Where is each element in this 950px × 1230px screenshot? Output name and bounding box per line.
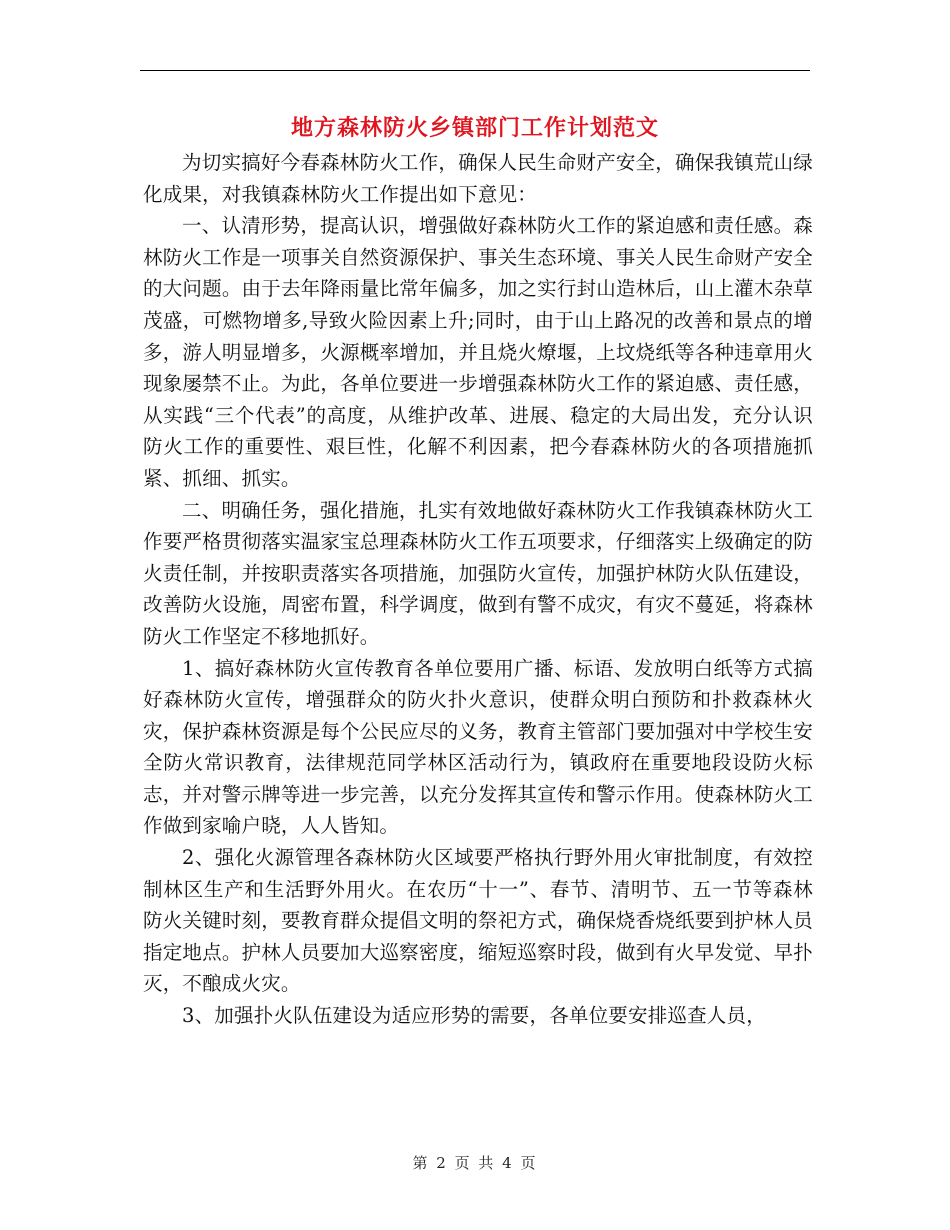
paragraph-section-1: 一、认清形势，提高认识，增强做好森林防火工作的紧迫感和责任感。森林防火工作是一项事关自然资源保护、事关生态环境、事关人民生命财产安全的大问题。由于去年降雨量比常年偏多，加之实行封山造林后，山上灌木杂草茂盛，可燃物增多,导致火险因素上升;同时，由于山上路况的改善和景点的增多，游人明显增多，火源概率增加，并且烧火燎堰，上坟烧纸等各种违章用火现象屡禁不止。为此，各单位要进一步增强森林防火工作的紧迫感、责任感，从实践“三个代表”的高度，从维护改革、进展、稳定的大局出发，充分认识防火工作的重要性、艰巨性，化解不利因素，把今春森林防火的各项措施抓紧、抓细、抓实。 — [143, 214, 813, 490]
document-body — [143, 147, 813, 1032]
paragraph-item-2: 2、强化火源管理各森林防火区域要严格执行野外用火审批制度，有效控制林区生产和生活野外用火。在农历“十一”、春节、清明节、五一节等森林防火关键时刻，要教育群众提倡文明的祭祀方式，确保烧香烧纸要到护林人员指定地点。护林人员要加大巡察密度，缩短巡察时段，做到有火早发觉、早扑灭，不酿成火灾。 — [143, 846, 813, 996]
paragraph-section-2: 二、明确任务，强化措施，扎实有效地做好森林防火工作我镇森林防火工作要严格贯彻落实温家宝总理森林防火工作五项要求，仔细落实上级确定的防火责任制，并按职责落实各项措施，加强防火宣传，加强护林防火队伍建设，改善防火设施，周密布置，科学调度，做到有警不成灾，有灾不蔓延，将森林防火工作坚定不移地抓好。 — [143, 498, 813, 648]
document-title: 地方森林防火乡镇部门工作计划范文 — [290, 115, 659, 141]
paragraph-item-1: 1、搞好森林防火宣传教育各单位要用广播、标语、发放明白纸等方式搞好森林防火宣传，增强群众的防火扑火意识，使群众明白预防和扑救森林火灾，保护森林资源是每个公民应尽的义务，教育主管部门要加强对中学校生安全防火常识教育，法律规范同学林区活动行为，镇政府在重要地段设防火标志，并对警示牌等进一步完善，以充分发挥其宣传和警示作用。使森林防火工作做到家喻户晓，人人皆知。 — [143, 656, 813, 838]
paragraph-intro: 为切实搞好今春森林防火工作，确保人民生命财产安全，确保我镇荒山绿化成果，对我镇森林防火工作提出如下意见： — [143, 151, 813, 206]
page-footer: 第 2 页 共 4 页 — [412, 1154, 538, 1172]
paragraph-item-3: 3、加强扑火队伍建设为适应形势的需要，各单位要安排巡查人员， — [182, 1004, 766, 1028]
header-rule — [140, 70, 810, 71]
